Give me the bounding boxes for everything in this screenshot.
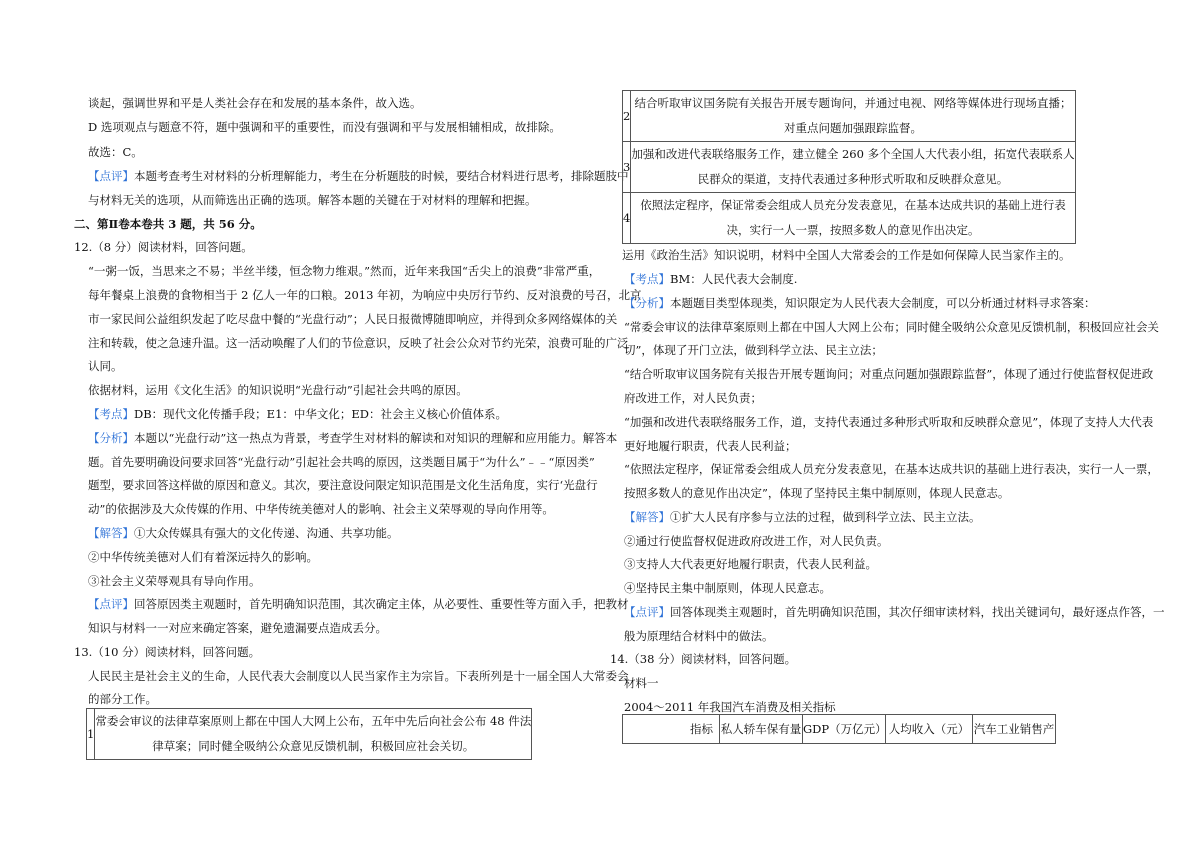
text-line: “一粥一饭，当思来之不易；半丝半缕，恒念物力维艰。”然而，近年来我国“舌尖上的浪费”非常严重， — [88, 264, 601, 278]
table-cell: 依照法定程序，保证常委会组成人员充分发表意见，在基本达成共识的基础上进行表 决，实行一人一票，按照多数人的意见作出决定。 — [631, 193, 1075, 244]
table-caption: 2004～2011 年我国汽车消费及相关指标 — [624, 700, 836, 714]
text-line: “依照法定程序，保证常委会组成人员充分发表意见，在基本达成共识的基础上进行表决，实行一人一票， — [624, 462, 1159, 476]
table-cell: 结合听取审议国务院有关报告开展专题询问，并通过电视、网络等媒体进行现场直播； 对重点问题加强跟踪监督。 — [631, 91, 1075, 142]
text-line: 市一家民间公益组织发起了吃尽盘中餐的“光盘行动”；人民日报微博随即响应，并得到众多网络媒体的关 — [88, 312, 618, 326]
header-cell: 私人轿车保有量 — [720, 715, 803, 744]
text-line: ④坚持民主集中制原则，体现人民意志。 — [624, 581, 831, 595]
jieda-line: 【解答】①大众传媒具有强大的文化传递、沟通、共享功能。 — [88, 526, 399, 540]
tag-fenxi: 【分析】 — [624, 296, 670, 310]
table-row — [623, 193, 1076, 244]
jieda-line: 【解答】①扩大人民有序参与立法的过程，做到科学立法、民主立法。 — [624, 510, 981, 524]
text-line: 动”的依据涉及大众传媒的作用、中华传统美德对人的影响、社会主义荣辱观的导向作用等。 — [88, 502, 554, 516]
kaodian-line: 【考点】BM：人民代表大会制度. — [624, 272, 798, 286]
text-line: D 选项观点与题意不符，题中强调和平的重要性，而没有强调和平与发展相辅相成，故排除。 — [88, 120, 561, 134]
header-cell: 人均收入（元） — [886, 715, 973, 744]
text-line: “常委会审议的法律草案原则上都在中国人大网上公布；同时健全吸纳公众意见反馈机制，积极回应社会关 — [624, 320, 1159, 334]
table-cell: 常委会审议的法律草案原则上都在中国人大网上公布，五年中先后向社会公布 48 件法 律草案；同时健全吸纳公众意见反馈机制，积极回应社会关切。 — [95, 709, 532, 760]
table-row — [623, 142, 1076, 193]
tag-fenxi: 【分析】 — [88, 431, 134, 445]
section-heading: 二、第Ⅱ卷本卷共 3 题，共 56 分。 — [74, 217, 262, 231]
row-number: 1 — [87, 709, 95, 760]
question-14-title: 14.（38 分）阅读材料，回答问题。 — [610, 652, 797, 666]
question-12-title: 12.（8 分）阅读材料，回答问题。 — [74, 240, 253, 254]
tag-kaodian: 【考点】 — [624, 272, 670, 286]
header-cell: 指标 — [623, 715, 720, 744]
material-label: 材料一 — [624, 676, 659, 690]
text-line: 般为原理结合材料中的做法。 — [624, 629, 774, 643]
work-table-part2 — [622, 90, 1076, 244]
text-line: 府改进工作，对人民负责； — [624, 391, 762, 405]
table-cell: 加强和改进代表联络服务工作，建立健全 260 多个全国人大代表小组，拓宽代表联系人 民群众的渠道，支持代表通过多种形式听取和反映群众意见。 — [631, 142, 1075, 193]
text-line: 谈起，强调世界和平是人类社会存在和发展的基本条件，故入选。 — [88, 96, 422, 110]
auto-indicator-table — [622, 714, 1056, 744]
fenxi-line: 【分析】本题题目类型体现类，知识限定为人民代表大会制度，可以分析通过材料寻求答案： — [624, 296, 1096, 310]
kaodian-line: 【考点】DB：现代文化传播手段；E1：中华文化；ED：社会主义核心价值体系。 — [88, 407, 507, 421]
text-line: 认同。 — [88, 359, 123, 373]
text-line: ③支持人大代表更好地履行职责，代表人民利益。 — [624, 557, 877, 571]
question-prompt: 运用《政治生活》知识说明，材料中全国人大常委会的工作是如何保障人民当家作主的。 — [622, 248, 1071, 262]
text-line: ②通过行使监督权促进政府改进工作，对人民负责。 — [624, 534, 889, 548]
table-row — [87, 709, 532, 760]
tag-jieda: 【解答】 — [88, 526, 134, 540]
text-line: 的部分工作。 — [88, 692, 157, 706]
row-number: 4 — [623, 193, 631, 244]
text-line: 更好地履行职责，代表人民利益； — [624, 439, 797, 453]
comment-line: 【点评】本题考查考生对材料的分析理解能力，考生在分析题肢的时候，要结合材料进行思考，排除题肢中 — [88, 169, 629, 183]
text-line: 故选：C。 — [88, 145, 143, 159]
text-line: “结合听取审议国务院有关报告开展专题询问；对重点问题加强跟踪监督”，体现了通过行使监督权促进政 — [624, 367, 1154, 381]
tag-kaodian: 【考点】 — [88, 407, 134, 421]
text-line: 题。首先要明确设问要求回答“光盘行动”引起社会共鸣的原因，这类题目属于“为什么”﹣﹣“原因类” — [88, 455, 595, 469]
comment-line: 【点评】回答体现类主观题时，首先明确知识范围，其次仔细审读材料，找出关键词句，最好逐点作答，一 — [624, 605, 1165, 619]
text-line: ③社会主义荣辱观具有导向作用。 — [88, 574, 261, 588]
text-line: 与材料无关的选项，从而筛选出正确的选项。解答本题的关键在于对材料的理解和把握。 — [88, 193, 537, 207]
comment-line: 【点评】回答原因类主观题时，首先明确知识范围，其次确定主体，从必要性、重要性等方面入手，把教材 — [88, 597, 629, 611]
text-line: 题型，要求回答这样做的原因和意义。其次，要注意设问限定知识范围是文化生活角度，实行‘光盘行 — [88, 478, 598, 492]
question-13-title: 13.（10 分）阅读材料，回答问题。 — [74, 645, 261, 659]
text-line: 切”，体现了开门立法，做到科学立法、民主立法； — [624, 343, 883, 357]
table-row — [623, 91, 1076, 142]
text-line: 按照多数人的意见作出决定”，体现了坚持民主集中制原则，体现人民意志。 — [624, 486, 1010, 500]
question-prompt: 依据材料，运用《文化生活》的知识说明“光盘行动”引起社会共鸣的原因。 — [88, 383, 468, 397]
text-line: ②中华传统美德对人们有着深远持久的影响。 — [88, 550, 318, 564]
tag-comment: 【点评】 — [88, 597, 134, 611]
fenxi-line: 【分析】本题以“光盘行动”这一热点为背景，考查学生对材料的解读和对知识的理解和应用能力。解答本 — [88, 431, 618, 445]
tag-comment: 【点评】 — [624, 605, 670, 619]
header-cell: 汽车工业销售产 — [973, 715, 1056, 744]
text-line: 人民民主是社会主义的生命，人民代表大会制度以人民当家作主为宗旨。下表所列是十一届全国人大常委会 — [88, 669, 629, 683]
table-header-row — [623, 715, 1056, 744]
text-line: 每年餐桌上浪费的食物相当于 2 亿人一年的口粮。2013 年初，为响应中央厉行节约、反对浪费的号召，北京 — [88, 288, 642, 302]
text-line: 知识与材料一一对应来确定答案，避免遗漏要点造成丢分。 — [88, 621, 387, 635]
text-line: “加强和改进代表联络服务工作，道，支持代表通过多种形式听取和反映群众意见”，体现了支持人大代表 — [624, 415, 1154, 429]
header-cell: GDP（万亿元） — [803, 715, 886, 744]
tag-jieda: 【解答】 — [624, 510, 670, 524]
work-table-part1 — [86, 708, 532, 760]
row-number: 3 — [623, 142, 631, 193]
row-number: 2 — [623, 91, 631, 142]
text-line: 注和转载，使之急速升温。这一活动唤醒了人们的节俭意识，反映了社会公众对节约光荣，浪费可耻的广泛 — [88, 336, 629, 350]
tag-comment: 【点评】 — [88, 169, 134, 183]
